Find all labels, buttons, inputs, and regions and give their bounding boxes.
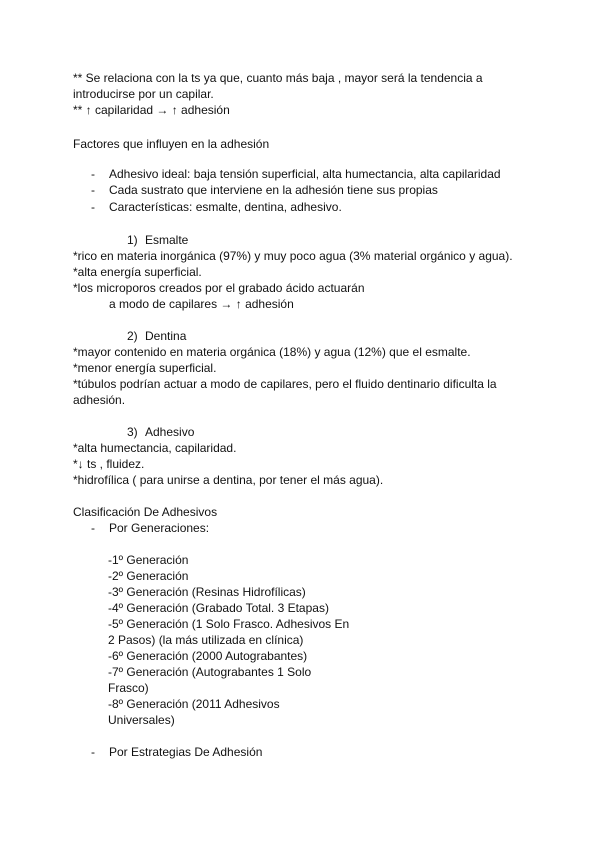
estrategias-label: Por Estrategias De Adhesión <box>109 745 263 759</box>
list-bullet: - <box>91 183 95 197</box>
generacion-item: Frasco) <box>108 681 149 695</box>
generacion-item: -2º Generación <box>108 569 189 583</box>
adhesivo-line: *hidrofílica ( para unirse a dentina, por tener el más agua). <box>73 473 384 487</box>
factores-heading: Factores que influyen en la adhesión <box>73 137 270 151</box>
dentina-line: *menor energía superficial. <box>73 361 217 375</box>
factores-item: Adhesivo ideal: baja tensión superficial, alta humectancia, alta capilaridad <box>109 167 501 181</box>
esmalte-line: *alta energía superficial. <box>73 265 202 279</box>
dentina-title: Dentina <box>145 329 187 343</box>
list-bullet: - <box>91 200 95 214</box>
generaciones-label: Por Generaciones: <box>109 521 210 535</box>
generacion-item: -4º Generación (Grabado Total. 3 Etapas) <box>108 601 329 615</box>
esmalte-title: Esmalte <box>145 233 189 247</box>
dentina-line: *mayor contenido en materia orgánica (18%) y agua (12%) que el esmalte. <box>73 345 471 359</box>
intro-line-3: ** ↑ capilaridad → ↑ adhesión <box>73 103 230 117</box>
list-bullet: - <box>91 521 95 535</box>
adhesivo-title: Adhesivo <box>145 425 195 439</box>
intro-line-1: ** Se relaciona con la ts ya que, cuanto más baja , mayor será la tendencia a <box>73 71 483 85</box>
generacion-item: -8º Generación (2011 Adhesivos <box>108 697 280 711</box>
generacion-item: -1º Generación <box>108 553 189 567</box>
generacion-item: -7º Generación (Autograbantes 1 Solo <box>108 665 312 679</box>
esmalte-line: *los microporos creados por el grabado ácido actuarán <box>73 281 365 295</box>
dentina-number: 2) <box>127 329 138 343</box>
dentina-line: adhesión. <box>73 393 126 407</box>
factores-item: Características: esmalte, dentina, adhesivo. <box>109 200 342 214</box>
intro-line-2: introducirse por un capilar. <box>73 87 214 101</box>
list-bullet: - <box>91 745 95 759</box>
adhesivo-line: *↓ ts , fluidez. <box>73 457 145 471</box>
adhesivo-number: 3) <box>127 425 138 439</box>
list-bullet: - <box>91 167 95 181</box>
generacion-item: -5º Generación (1 Solo Frasco. Adhesivos En <box>108 617 350 631</box>
clasificacion-heading: Clasificación De Adhesivos <box>73 505 218 519</box>
dentina-line: *túbulos podrían actuar a modo de capilares, pero el fluido dentinario dificulta la <box>73 377 497 391</box>
factores-item: Cada sustrato que interviene en la adhesión tiene sus propias <box>109 183 438 197</box>
esmalte-line: a modo de capilares → ↑ adhesión <box>109 297 294 311</box>
generacion-item: Universales) <box>108 713 175 727</box>
generacion-item: -3º Generación (Resinas Hidrofílicas) <box>108 585 306 599</box>
adhesivo-line: *alta humectancia, capilaridad. <box>73 441 237 455</box>
esmalte-line: *rico en materia inorgánica (97%) y muy poco agua (3% material orgánico y agua). <box>73 249 513 263</box>
esmalte-number: 1) <box>127 233 138 247</box>
generacion-item: 2 Pasos) (la más utilizada en clínica) <box>108 633 304 647</box>
generacion-item: -6º Generación (2000 Autograbantes) <box>108 649 308 663</box>
